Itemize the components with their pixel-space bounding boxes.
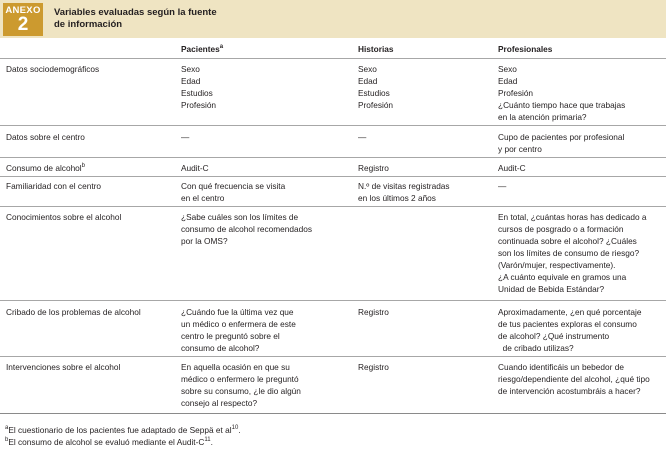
cell-pacientes: Audit-C [181,163,209,173]
table-title-line-1: Variables evaluadas según la fuente [54,7,217,18]
table-title [54,7,314,31]
cell-historias: N.º de visitas registradas en los últimos 2 años [358,181,450,203]
row-divider [0,356,666,357]
footnote-a: $^a$El cuestionario de los pacientes fue adaptado de Seppä et $al^{10}$. [5,425,241,435]
cell-profesionales: En total, ¿cuántas horas has dedicado a cursos de posgrado o a formación continuada sobre el alcohol? ¿Cuáles son los límites de consumo de riesgo? (Varón/mujer, respectivamente). ¿A cuánto equivale en gramos una Unidad de Bebida Estándar? [498,212,647,294]
cell-historias: Sexo Edad Estudios Profesión [358,64,394,110]
annex-label: ANEXO [5,5,41,16]
cell-pacientes: ¿Sabe cuáles son los límites de consumo de alcohol recomendados por la OMS? [181,212,312,246]
cell-pacientes: — [181,132,190,142]
cell-pacientes: ¿Cuándo fue la última vez que un médico o enfermera de este centro le preguntó sobre el consumo de alcohol? [181,307,296,353]
cell-historias: Registro [358,307,389,317]
table-title-line-2: de información [54,19,123,30]
row-label: Cribado de los problemas de alcohol [6,307,141,317]
row-label: Intervenciones sobre el alcohol [6,362,121,372]
row-label: Consumo de alcohol$^b$ [6,163,85,173]
annex-badge [3,3,43,36]
cell-pacientes: Con qué frecuencia se visita en el centro [181,181,286,203]
row-label: Familiaridad con el centro [6,181,101,191]
column-header-pacientes: Pacientes$^a$ [181,44,224,54]
column-header-profesionales: Profesionales [498,44,553,54]
row-divider [0,125,666,126]
row-label: Conocimientos sobre el alcohol [6,212,122,222]
row-label: Datos sobre el centro [6,132,85,142]
cell-profesionales: Audit-C [498,163,526,173]
row-divider [0,300,666,301]
cell-profesionales: Aproximadamente, ¿en qué porcentaje de tus pacientes exploras el consumo de alcohol? ¿Qué instrumento de cribado utilizas? [498,307,642,353]
annex-number: 2 [17,14,29,35]
row-divider [0,176,666,177]
footnote-b: $^b$El consumo de alcohol se evaluó mediante el Audit-$C^{11}$. [5,437,213,447]
annex-header [0,0,666,38]
column-header-historias: Historias [358,44,394,54]
row-divider [0,157,666,158]
cell-profesionales: — [498,181,507,191]
cell-historias: Registro [358,362,389,372]
cell-profesionales: Cupo de pacientes por profesional y por centro [498,132,625,154]
cell-historias: — [358,132,367,142]
row-divider [0,58,666,59]
cell-profesionales: Sexo Edad Profesión ¿Cuánto tiempo hace que trabajas en la atención primaria? [498,64,626,122]
cell-pacientes: Sexo Edad Estudios Profesión [181,64,217,110]
cell-pacientes: En aquella ocasión en que su médico o enfermero le preguntó sobre su consumo, ¿le dio algún consejo al respecto? [181,362,301,408]
table-bottom-rule [0,413,666,414]
cell-historias: Registro [358,163,389,173]
cell-profesionales: Cuando identificáis un bebedor de riesgo/dependiente del alcohol, ¿qué tipo de intervención acostumbráis a hacer? [498,362,650,396]
row-divider [0,206,666,207]
row-label: Datos sociodemográficos [6,64,100,74]
